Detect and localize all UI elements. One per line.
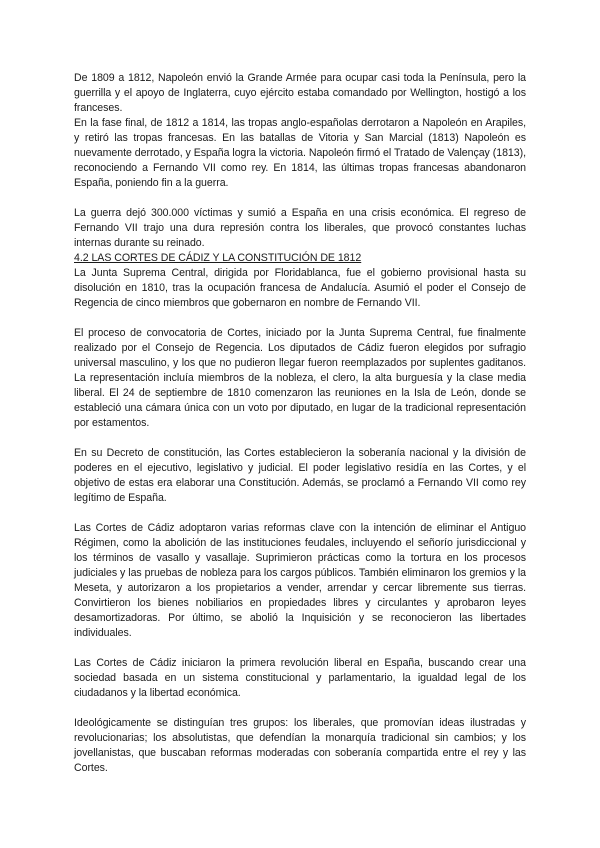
paragraph-grupos-ideologicos: Ideológicamente se distinguían tres grupos: los liberales, que promovían ideas ilustradas y revolucionarias; los absolutistas, que defendían la monarquía tradicional sin cambios; y los jovellanistas, que buscaban reformas moderadas con soberanía compartida entre el rey y las Cortes. [74, 717, 526, 774]
section-heading: 4.2 LAS CORTES DE CÁDIZ Y LA CONSTITUCIÓN DE 1812 [74, 252, 362, 264]
paragraph-revolucion-liberal: Las Cortes de Cádiz iniciaron la primera revolución liberal en España, buscando crear una sociedad basada en un sistema constitucional y parlamentario, la igualdad legal de los ciudadanos y la libertad económica. [74, 657, 526, 699]
paragraph-reformas: Las Cortes de Cádiz adoptaron varias reformas clave con la intención de eliminar el Antiguo Régimen, como la abolición de las instituciones feudales, incluyendo el señorío jurisdiccional y los términos de vasallo y vasallaje. Suprimieron prácticas como la tortura en los procesos judiciales y las pruebas de nobleza para los cargos públicos. También eliminaron los gremios y la Meseta, y autorizaron a los propietarios a vender, arrendar y cercar libremente sus tierras. Convirtieron los bienes nobiliarios en propiedades libres y circulantes y aprobaron leyes desamortizadoras. Por último, se abolió la Inquisición y se reconocieron las libertades individuales. [74, 522, 526, 639]
paragraph-final-phase: En la fase final, de 1812 a 1814, las tropas anglo-españolas derrotaron a Napoleón en Arapiles, y retiró las tropas francesas. En las batallas de Vitoria y San Marcial (1813) Napoleón es nuevamente derrotado, y España logra la victoria. Napoleón firmó el Tratado de Valençay (1813), reconociendo a Fernando VII como rey. En 1814, las últimas tropas francesas abandonaron España, poniendo fin a la guerra. [74, 117, 526, 189]
paragraph-decreto: En su Decreto de constitución, las Cortes establecieron la soberanía nacional y la división de poderes en el ejecutivo, legislativo y judicial. El poder legislativo residía en las Cortes, y el objetivo de estas era elaborar una Constitución. Además, se proclamó a Fernando VII como rey legítimo de España. [74, 447, 526, 504]
paragraph-war-consequences: La guerra dejó 300.000 víctimas y sumió a España en una crisis económica. El regreso de Fernando VII trajo una dura represión contra los liberales, que provocó constantes luchas internas durante su reinado. [74, 207, 526, 249]
paragraph-napoleon-occupation: De 1809 a 1812, Napoleón envió la Grande Armée para ocupar casi toda la Península, pero la guerrilla y el apoyo de Inglaterra, cuyo ejército estaba comandado por Wellington, hostigó a los franceses. [74, 72, 526, 114]
document-page [74, 71, 526, 776]
paragraph-convocatoria: El proceso de convocatoria de Cortes, iniciado por la Junta Suprema Central, fue finalmente realizado por el Consejo de Regencia. Los diputados de Cádiz fueron elegidos por sufragio universal masculino, y los que no pudieron llegar fueron reemplazados por suplentes gaditanos. La representación incluía miembros de la nobleza, el clero, la alta burguesía y la clase media liberal. El 24 de septiembre de 1810 comenzaron las reuniones en la Isla de León, donde se estableció una cámara única con un voto por diputado, en lugar de la tradicional representación por estamentos. [74, 327, 526, 429]
paragraph-junta-suprema: La Junta Suprema Central, dirigida por Floridablanca, fue el gobierno provisional hasta su disolución en 1810, tras la ocupación francesa de Andalucía. Asumió el poder el Consejo de Regencia de cinco miembros que gobernaron en nombre de Fernando VII. [74, 267, 526, 309]
